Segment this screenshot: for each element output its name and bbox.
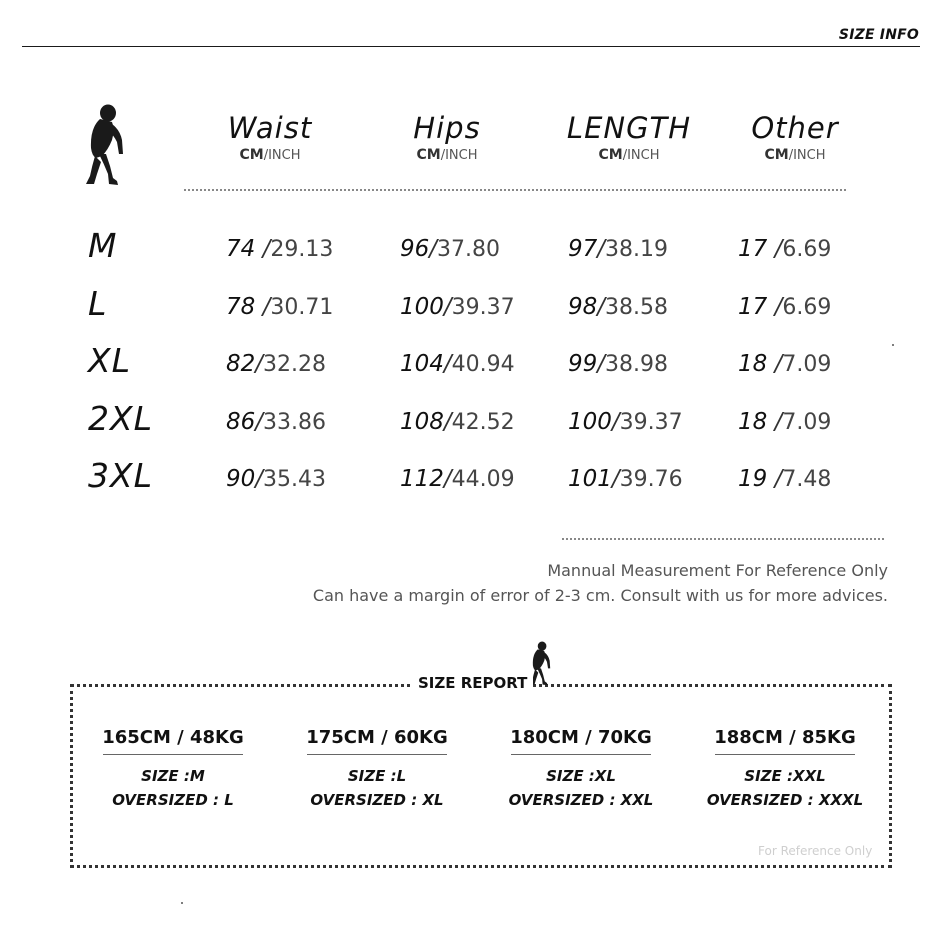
report-item-rule xyxy=(307,754,447,755)
size-label-3xl: 3XL xyxy=(88,456,153,495)
table-cell: 98/38.58 xyxy=(568,294,669,320)
size-label-m: M xyxy=(88,226,118,265)
report-item xyxy=(282,727,472,809)
margin-note: Can have a margin of error of 2-3 cm. Consult with us for more advices. xyxy=(312,586,888,605)
column-header-hips xyxy=(367,111,527,163)
height-weight: 175CM / 60KG xyxy=(306,727,448,748)
table-cell: 90/35.43 xyxy=(226,466,327,492)
measurement-note: Mannual Measurement For Reference Only xyxy=(547,561,888,580)
column-unit: CM/INCH xyxy=(239,147,301,163)
column-header-length xyxy=(549,111,709,163)
size-label-2xl: 2XL xyxy=(88,399,153,438)
report-item xyxy=(690,727,880,809)
table-cell: 100/39.37 xyxy=(568,409,683,435)
notes-dotted-divider xyxy=(562,538,884,540)
column-name: LENGTH xyxy=(566,111,692,145)
table-cell: 19 /7.48 xyxy=(738,466,832,492)
size-info-title: SIZE INFO xyxy=(838,27,919,43)
table-cell: 96/37.80 xyxy=(400,236,501,262)
height-weight: 188CM / 85KG xyxy=(714,727,856,748)
column-name: Other xyxy=(751,111,839,145)
size-label-l: L xyxy=(88,284,108,323)
table-cell: 82/32.28 xyxy=(226,351,327,377)
recommended-size: SIZE :L xyxy=(347,767,407,785)
height-weight: 165CM / 48KG xyxy=(102,727,244,748)
report-item-rule xyxy=(511,754,651,755)
header-dotted-divider xyxy=(184,189,846,191)
oversized-size: OVERSIZED : XXL xyxy=(508,791,654,809)
column-name: Waist xyxy=(227,111,313,145)
oversized-size: OVERSIZED : L xyxy=(112,791,234,809)
report-item-rule xyxy=(103,754,243,755)
recommended-size: SIZE :XXL xyxy=(744,767,826,785)
walking-figure-icon xyxy=(82,104,130,188)
table-cell: 112/44.09 xyxy=(400,466,515,492)
table-cell: 78 /30.71 xyxy=(226,294,334,320)
table-cell: 18 /7.09 xyxy=(738,351,832,377)
recommended-size: SIZE :XL xyxy=(546,767,616,785)
table-cell: 86/33.86 xyxy=(226,409,327,435)
size-label-xl: XL xyxy=(88,341,131,380)
column-unit: CM/INCH xyxy=(598,147,660,163)
report-item xyxy=(486,727,676,809)
oversized-size: OVERSIZED : XL xyxy=(310,791,444,809)
table-cell: 101/39.76 xyxy=(568,466,683,492)
table-cell: 17 /6.69 xyxy=(738,236,832,262)
recommended-size: SIZE :M xyxy=(141,767,205,785)
table-cell: 100/39.37 xyxy=(400,294,515,320)
table-cell: 104/40.94 xyxy=(400,351,515,377)
report-item-rule xyxy=(715,754,855,755)
table-cell: 99/38.98 xyxy=(568,351,669,377)
header-rule xyxy=(22,46,920,47)
speck xyxy=(892,344,894,346)
oversized-size: OVERSIZED : XXXL xyxy=(706,791,864,809)
column-unit: CM/INCH xyxy=(416,147,478,163)
table-cell: 108/42.52 xyxy=(400,409,515,435)
table-cell: 18 /7.09 xyxy=(738,409,832,435)
table-cell: 74 /29.13 xyxy=(226,236,334,262)
report-item xyxy=(78,727,268,809)
column-unit: CM/INCH xyxy=(764,147,826,163)
reference-note: For Reference Only xyxy=(758,844,873,858)
table-cell: 97/38.19 xyxy=(568,236,669,262)
column-name: Hips xyxy=(413,111,481,145)
column-header-other xyxy=(715,111,875,163)
size-report-title: SIZE REPORT xyxy=(412,674,533,692)
column-header-waist xyxy=(190,111,350,163)
table-cell: 17 /6.69 xyxy=(738,294,832,320)
height-weight: 180CM / 70KG xyxy=(510,727,652,748)
speck xyxy=(181,902,183,904)
